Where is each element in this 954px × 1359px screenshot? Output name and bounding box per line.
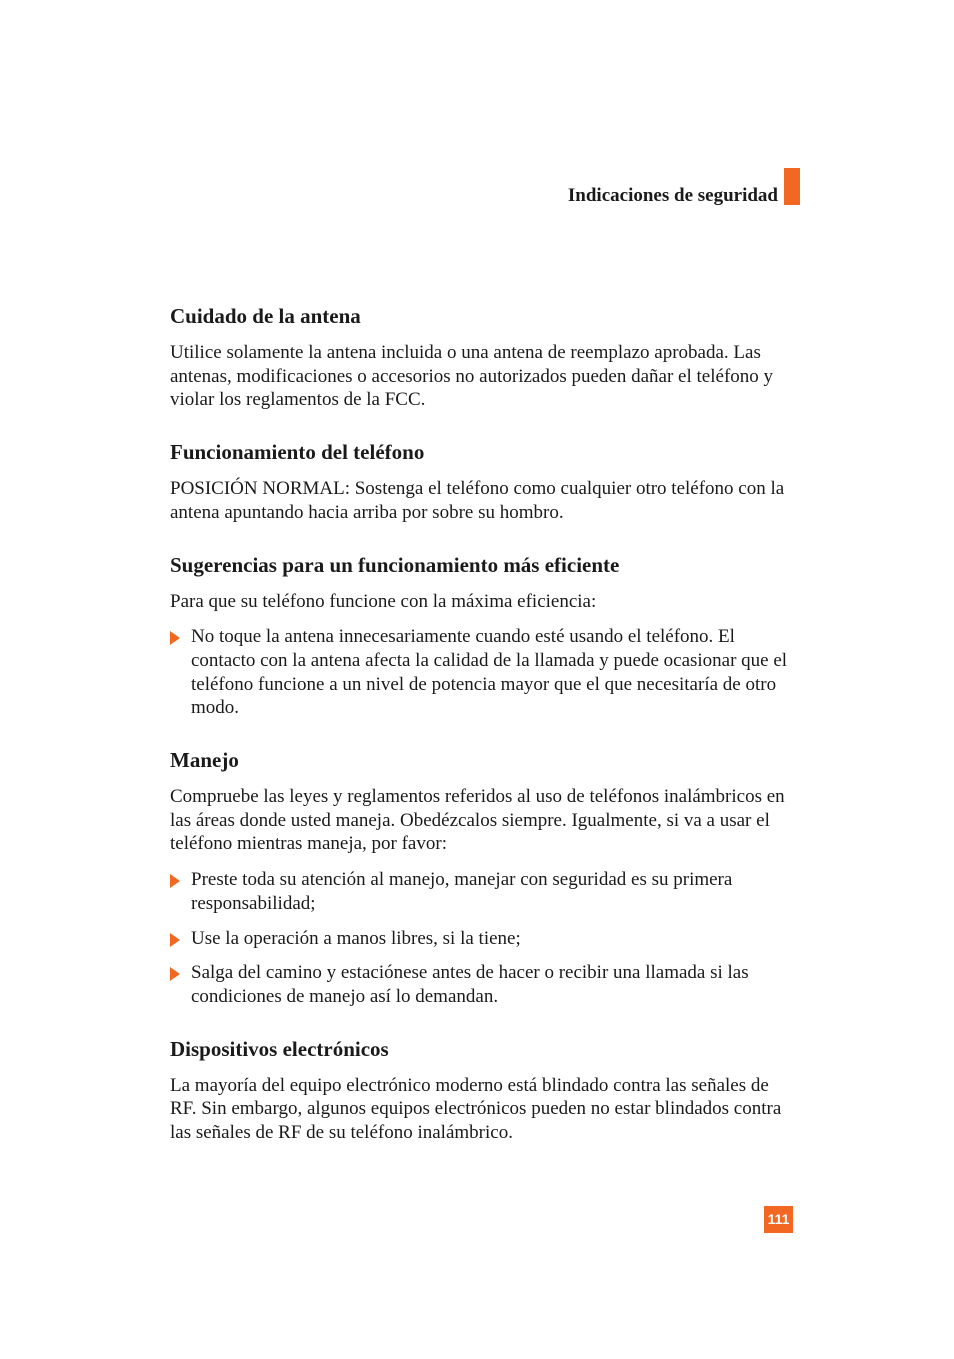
section-phone-operation [170, 440, 800, 524]
section-efficient-operation [170, 553, 800, 721]
section-driving [170, 748, 800, 1009]
bullet-text: Use la operación a manos libres, si la tiene; [191, 927, 521, 949]
bullet-arrow-icon [170, 631, 180, 645]
section-antenna-care [170, 304, 800, 412]
bullet-item [170, 868, 800, 915]
section-paragraph: Compruebe las leyes y reglamentos referidos al uso de teléfonos inalámbricos en las áreas donde usted maneja. Obedézcalos siempre. Igualmente, si va a usar el teléfono mientras maneja, por favor: [170, 786, 785, 855]
bullet-item [170, 625, 800, 720]
header-accent-bar [784, 168, 800, 205]
section-electronic-devices [170, 1037, 800, 1145]
bullet-arrow-icon [170, 933, 180, 947]
bullet-item [170, 927, 800, 951]
section-paragraph: Para que su teléfono funcione con la máxima eficiencia: [170, 590, 597, 612]
section-heading: Dispositivos electrónicos [170, 1036, 389, 1061]
page-number-badge: 111 [764, 1206, 793, 1233]
section-paragraph: La mayoría del equipo electrónico moderno está blindado contra las señales de RF. Sin embargo, algunos equipos electrónicos pueden no estar blindados contra las señales de RF de su teléfono inalámbrico. [170, 1074, 782, 1144]
section-heading: Funcionamiento del teléfono [170, 440, 425, 465]
section-paragraph: POSICIÓN NORMAL: Sostenga el teléfono como cualquier otro teléfono con la antena apuntando hacia arriba por sobre su hombro. [170, 478, 785, 523]
bullet-list [170, 868, 800, 1009]
bullet-arrow-icon [170, 967, 180, 981]
section-header-title: Indicaciones de seguridad [567, 185, 778, 206]
bullet-arrow-icon [170, 874, 180, 888]
bullet-item [170, 961, 800, 1008]
section-heading: Manejo [170, 748, 239, 773]
page-content [170, 304, 800, 1173]
bullet-text: Salga del camino y estaciónese antes de hacer o recibir una llamada si las condiciones de manejo así lo demandan. [191, 962, 749, 1007]
section-paragraph: Utilice solamente la antena incluida o una antena de reemplazo aprobada. Las antenas, modificaciones o accesorios no autorizados pueden dañar el teléfono y violar los reglamentos de la FCC. [170, 342, 774, 411]
section-heading: Sugerencias para un funcionamiento más eficiente [170, 552, 620, 577]
bullet-list [170, 625, 800, 720]
bullet-text: Preste toda su atención al manejo, manejar con seguridad es su primera responsabilidad; [191, 869, 733, 914]
bullet-text: No toque la antena innecesariamente cuando esté usando el teléfono. El contacto con la antena afecta la calidad de la llamada y puede ocasionar que el teléfono funcione a un nivel de potencia mayor que el que necesitaría de otro modo. [191, 626, 788, 719]
section-heading: Cuidado de la antena [170, 304, 361, 328]
